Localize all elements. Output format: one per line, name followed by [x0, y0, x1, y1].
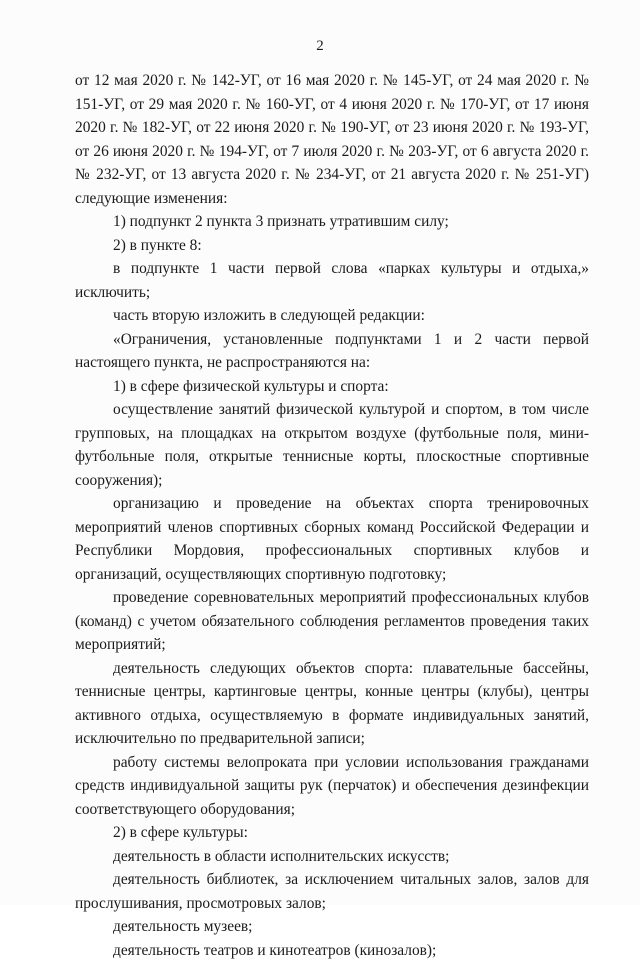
paragraph-theatres: деятельность театров и кинотеатров (кинозалов);: [75, 939, 589, 962]
paragraph-part-two-intro: часть вторую изложить в следующей редакции:: [75, 304, 589, 328]
paragraph-sport-training: организацию и проведение на объектах спорта тренировочных мероприятий членов спортивных сборных команд Российской Федерации и Республики Мордовия, профессиональных спортивных клубов и организаций, осуществляющих спортивную подготовку;: [75, 492, 589, 586]
paragraph-sport-outdoor: осуществление занятий физической культурой и спортом, в том числе групповых, на площадках на открытом воздухе (футбольные поля, мини-футбольные поля, открытые теннисные корты, плоскостные спортивные сооружения);: [75, 398, 589, 492]
paragraph-culture-heading: 2) в сфере культуры:: [75, 821, 589, 845]
paragraph-libraries: деятельность библиотек, за исключением читальных залов, залов для прослушивания, просмотровых залов;: [75, 868, 589, 915]
paragraph-sport-facilities: деятельность следующих объектов спорта: плавательные бассейны, теннисные центры, картинговые центры, конные центры (клубы), центры активного отдыха, осуществляемую в формате индивидуальных занятий, исключительно по предварительной записи;: [75, 657, 589, 751]
document-body: [75, 69, 589, 962]
paragraph-item-2: 2) в пункте 8:: [75, 234, 589, 258]
paragraph-museums: деятельность музеев;: [75, 915, 589, 939]
paragraph-subitem-1: в подпункте 1 части первой слова «парках культуры и отдыха,» исключить;: [75, 257, 589, 304]
paragraph-amendment-list: от 12 мая 2020 г. № 142-УГ, от 16 мая 2020 г. № 145-УГ, от 24 мая 2020 г. № 151-УГ, от 29 мая 2020 г. № 160-УГ, от 4 июня 2020 г. № 170-УГ, от 17 июня 2020 г. № 182-УГ, от 22 июня 2020 г. № 190-УГ, от 23 июня 2020 г. № 193-УГ, от 26 июня 2020 г. № 194-УГ, от 7 июля 2020 г. № 203-УГ, от 6 августа 2020 г. № 232-УГ, от 13 августа 2020 г. № 234-УГ, от 21 августа 2020 г. № 251-УГ) следующие изменения:: [75, 69, 589, 210]
paragraph-sport-competitions: проведение соревновательных мероприятий профессиональных клубов (команд) с учетом обязательного соблюдения регламентов проведения таких мероприятий;: [75, 586, 589, 657]
page-number: 2: [0, 38, 640, 55]
paragraph-restrictions: «Ограничения, установленные подпунктами 1 и 2 части первой настоящего пункта, не распространяются на:: [75, 328, 589, 375]
paragraph-item-1: 1) подпункт 2 пункта 3 признать утратившим силу;: [75, 210, 589, 234]
paragraph-performing-arts: деятельность в области исполнительских искусств;: [75, 845, 589, 869]
paragraph-sport-heading: 1) в сфере физической культуры и спорта:: [75, 375, 589, 399]
paragraph-bike-rental: работу системы велопроката при условии использования гражданами средств индивидуальной защиты рук (перчаток) и обеспечения дезинфекции соответствующего оборудования;: [75, 751, 589, 822]
